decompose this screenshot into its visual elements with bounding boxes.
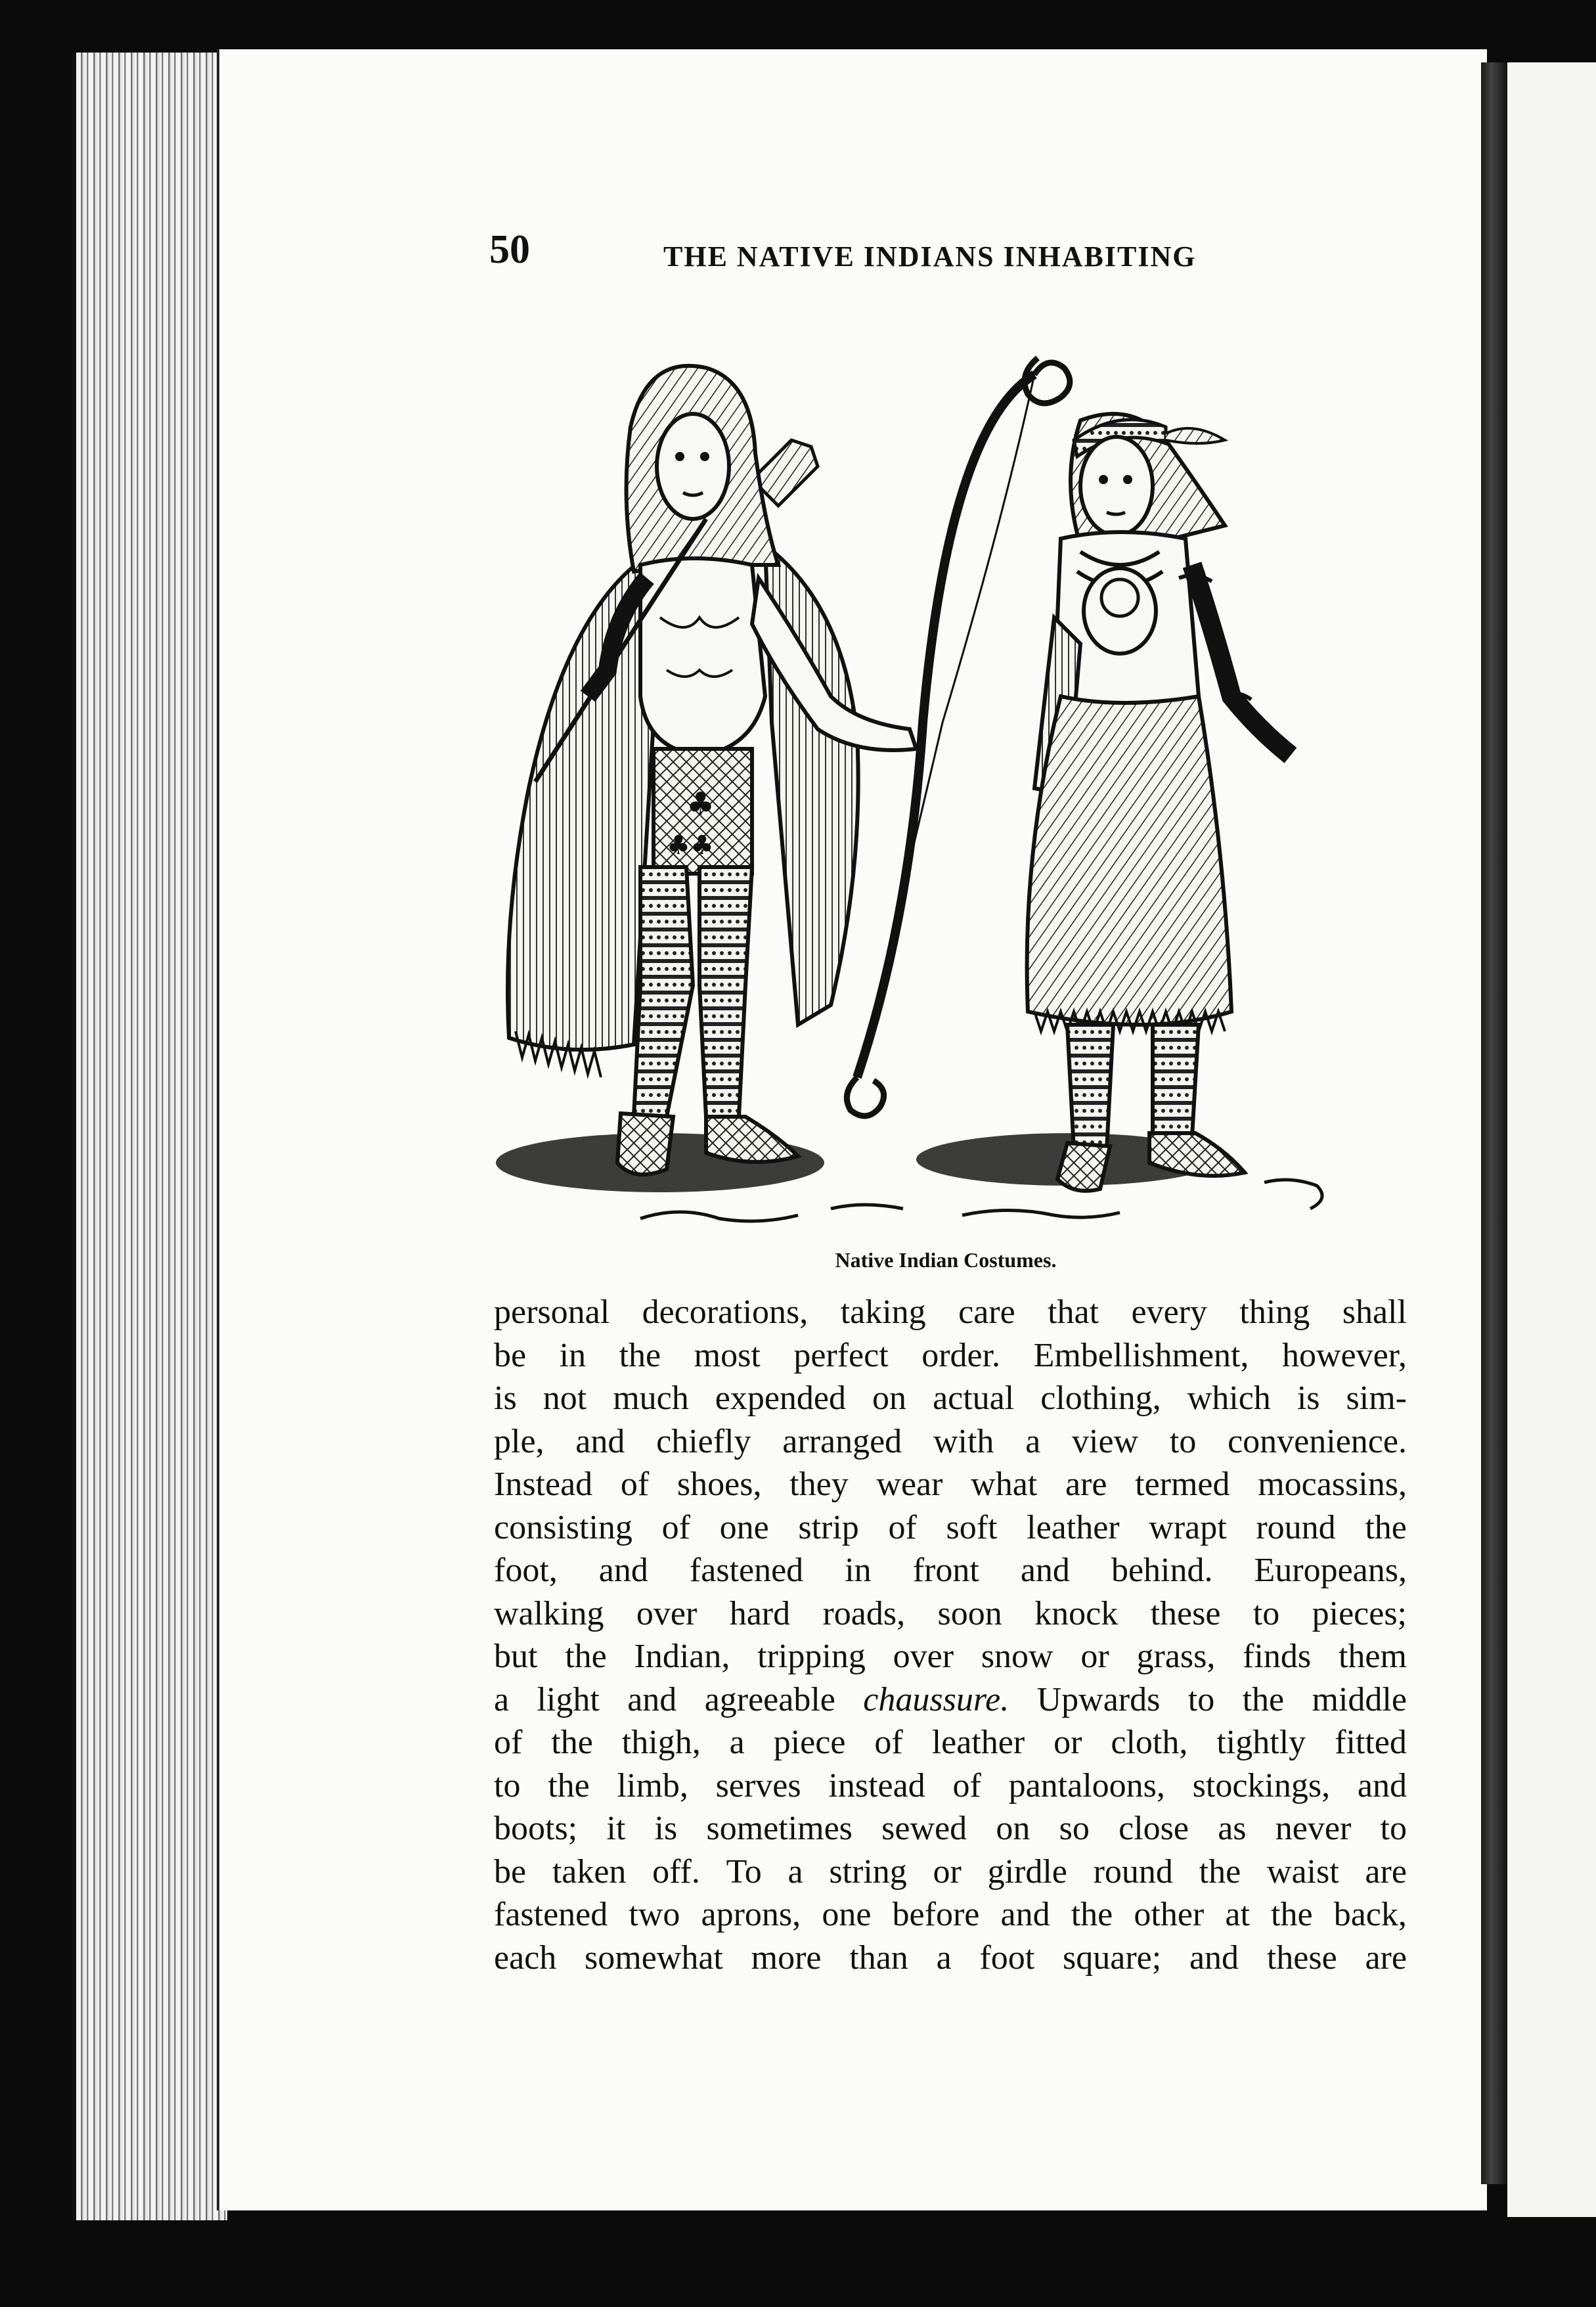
- word: arranged: [782, 1422, 902, 1460]
- word: be: [494, 1852, 527, 1891]
- word: convenience.: [1228, 1422, 1407, 1460]
- word: is: [494, 1379, 517, 1417]
- word: much: [613, 1379, 689, 1417]
- word: a: [787, 1852, 803, 1891]
- text-line: [494, 1893, 1407, 1937]
- word: they: [789, 1466, 849, 1503]
- word: than: [849, 1938, 908, 1977]
- text-line: [494, 1420, 1407, 1464]
- word: with: [933, 1422, 994, 1460]
- word: and: [575, 1422, 625, 1460]
- word: snow: [981, 1638, 1053, 1675]
- word: girdle: [987, 1852, 1067, 1891]
- word: and: [627, 1680, 677, 1718]
- word: hard: [729, 1594, 791, 1632]
- word: most: [694, 1336, 761, 1374]
- figure-caption: Native Indian Costumes.: [835, 1248, 1057, 1272]
- word: as: [1218, 1810, 1247, 1847]
- word: a: [494, 1680, 510, 1718]
- word: the: [565, 1638, 607, 1675]
- word: of: [494, 1724, 523, 1761]
- text-line: [494, 1937, 1407, 1980]
- word: decorations,: [642, 1293, 809, 1331]
- word: before: [892, 1896, 980, 1933]
- word: these: [1150, 1594, 1221, 1632]
- word: care: [958, 1293, 1015, 1331]
- text-line: [494, 1592, 1407, 1636]
- word: is: [654, 1810, 678, 1847]
- word: not: [543, 1379, 587, 1417]
- word: middle: [1312, 1680, 1407, 1718]
- word: thing: [1239, 1293, 1310, 1331]
- word: the: [551, 1724, 593, 1761]
- word: one: [822, 1896, 872, 1933]
- word: in: [845, 1552, 872, 1589]
- word: which: [1187, 1379, 1271, 1417]
- word: tripping: [757, 1638, 866, 1675]
- word: finds: [1243, 1638, 1312, 1675]
- word: never: [1275, 1810, 1352, 1847]
- running-head: THE NATIVE INDIANS INHABITING: [663, 240, 1197, 273]
- word: To: [726, 1852, 762, 1891]
- word: the: [1242, 1680, 1285, 1718]
- word: fitted: [1335, 1724, 1407, 1761]
- page-number: 50: [489, 227, 530, 272]
- word: are: [1365, 1852, 1407, 1891]
- word: sim-: [1346, 1379, 1407, 1417]
- word: consisting: [494, 1508, 632, 1546]
- svg-text:♣: ♣: [686, 786, 715, 822]
- word: chiefly: [656, 1422, 751, 1460]
- word: to: [1169, 1422, 1197, 1460]
- word: however,: [1281, 1336, 1407, 1374]
- word: off.: [652, 1852, 700, 1891]
- word: the: [548, 1766, 590, 1804]
- word: be: [494, 1336, 527, 1374]
- male-figure: [508, 366, 916, 1175]
- word: it: [606, 1810, 626, 1847]
- word: the: [1071, 1896, 1113, 1933]
- word: knock: [1034, 1594, 1119, 1632]
- word: and: [1020, 1552, 1070, 1589]
- word: of: [952, 1766, 981, 1804]
- word: and: [1189, 1938, 1239, 1977]
- word: of: [874, 1724, 903, 1761]
- word: tightly: [1216, 1724, 1306, 1761]
- engraving-illustration: [489, 328, 1402, 1242]
- word: of: [661, 1508, 690, 1546]
- word: and: [1000, 1896, 1050, 1933]
- word: taking: [840, 1293, 926, 1331]
- svg-text:♣♣: ♣♣: [667, 830, 714, 861]
- facing-page-edge: [1507, 62, 1596, 2217]
- word: close: [1119, 1810, 1189, 1847]
- word: aprons,: [701, 1896, 801, 1933]
- word: Europeans,: [1254, 1552, 1407, 1589]
- word: over: [893, 1638, 954, 1675]
- book-gutter: [1481, 62, 1507, 2184]
- body-text: [494, 1291, 1407, 1979]
- word: the: [1365, 1508, 1407, 1546]
- word: sewed: [881, 1810, 967, 1847]
- word: of: [620, 1466, 650, 1503]
- text-line: [494, 1807, 1407, 1850]
- page-header: [489, 227, 1231, 286]
- word: fastened: [494, 1896, 608, 1933]
- word: pantaloons,: [1008, 1766, 1165, 1804]
- word: and: [1357, 1766, 1407, 1804]
- female-figure: [1027, 414, 1291, 1191]
- word: two: [629, 1896, 680, 1933]
- word: a: [1025, 1422, 1041, 1460]
- word: round: [1256, 1508, 1336, 1546]
- word: the: [619, 1336, 661, 1374]
- word: Instead: [494, 1466, 593, 1503]
- word: leather: [1027, 1508, 1120, 1546]
- word: behind.: [1111, 1552, 1213, 1589]
- word: light: [537, 1680, 600, 1718]
- word: is: [1297, 1379, 1320, 1417]
- text-line: [494, 1463, 1407, 1506]
- word: at: [1225, 1896, 1250, 1933]
- word: thigh,: [621, 1724, 701, 1761]
- word: more: [751, 1938, 822, 1977]
- text-line: [494, 1850, 1407, 1894]
- engraving-figure: [489, 328, 1402, 1242]
- word: a: [936, 1938, 952, 1977]
- word: these: [1266, 1938, 1337, 1977]
- word: chaussure.: [863, 1680, 1009, 1718]
- word: waist: [1266, 1852, 1339, 1891]
- word: ple,: [494, 1422, 544, 1460]
- word: cloth,: [1111, 1724, 1188, 1761]
- text-line: [494, 1291, 1407, 1334]
- word: front: [912, 1552, 979, 1589]
- word: or: [1080, 1638, 1109, 1675]
- word: or: [1053, 1724, 1082, 1761]
- word: a: [729, 1724, 745, 1761]
- word: grass,: [1136, 1638, 1216, 1675]
- word: instead: [828, 1766, 925, 1804]
- word: strip: [798, 1508, 859, 1546]
- text-line: [494, 1721, 1407, 1764]
- word: actual: [933, 1379, 1015, 1417]
- word: are: [1365, 1938, 1407, 1977]
- word: taken: [552, 1852, 627, 1891]
- text-line: [494, 1334, 1407, 1377]
- word: to: [1252, 1594, 1280, 1632]
- word: but: [494, 1638, 538, 1675]
- word: wear: [876, 1466, 943, 1503]
- word: termed: [1135, 1466, 1230, 1503]
- word: somewhat: [585, 1938, 723, 1977]
- word: what: [971, 1466, 1038, 1503]
- word: soon: [937, 1594, 1002, 1632]
- word: stockings,: [1192, 1766, 1331, 1804]
- word: them: [1338, 1638, 1407, 1675]
- word: each: [494, 1938, 557, 1977]
- text-line: [494, 1506, 1407, 1550]
- word: sometimes: [706, 1810, 853, 1847]
- word: pieces;: [1312, 1594, 1407, 1632]
- word: piece: [773, 1724, 846, 1761]
- word: soft: [946, 1508, 998, 1546]
- text-line: [494, 1549, 1407, 1592]
- word: the: [1199, 1852, 1241, 1891]
- word: shall: [1342, 1293, 1407, 1331]
- word: are: [1065, 1466, 1107, 1503]
- word: other: [1134, 1896, 1205, 1933]
- word: Embellishment,: [1033, 1336, 1249, 1374]
- word: personal: [494, 1293, 610, 1331]
- word: Upwards: [1036, 1680, 1161, 1718]
- text-line: [494, 1764, 1407, 1808]
- word: leather: [931, 1724, 1025, 1761]
- word: expended: [715, 1379, 847, 1417]
- word: round: [1093, 1852, 1173, 1891]
- word: in: [559, 1336, 587, 1374]
- word: order.: [921, 1336, 1001, 1374]
- word: square;: [1063, 1938, 1162, 1977]
- word: and: [598, 1552, 648, 1589]
- word: that: [1048, 1293, 1099, 1331]
- word: serves: [715, 1766, 801, 1804]
- word: foot: [979, 1938, 1035, 1977]
- word: perfect: [793, 1336, 889, 1374]
- word: string: [829, 1852, 907, 1891]
- word: so: [1059, 1810, 1090, 1847]
- word: to: [1187, 1680, 1215, 1718]
- word: of: [888, 1508, 917, 1546]
- word: or: [933, 1852, 962, 1891]
- word: one: [719, 1508, 769, 1546]
- word: to: [494, 1766, 521, 1804]
- word: to: [1380, 1810, 1407, 1847]
- word: roads,: [822, 1594, 906, 1632]
- text-line: [494, 1377, 1407, 1420]
- text-line: [494, 1678, 1407, 1722]
- word: limb,: [617, 1766, 688, 1804]
- word: on: [996, 1810, 1031, 1847]
- word: shoes,: [676, 1466, 762, 1503]
- word: mocassins,: [1258, 1466, 1407, 1503]
- page-stack-edges: [72, 53, 227, 2220]
- word: clothing,: [1040, 1379, 1161, 1417]
- word: wrapt: [1149, 1508, 1227, 1546]
- word: over: [636, 1594, 698, 1632]
- word: view: [1072, 1422, 1139, 1460]
- word: every: [1131, 1293, 1207, 1331]
- word: fastened: [689, 1552, 804, 1589]
- word: Indian,: [634, 1638, 730, 1675]
- word: agreeable: [704, 1680, 835, 1718]
- word: boots;: [494, 1810, 578, 1847]
- text-line: [494, 1635, 1407, 1678]
- word: back,: [1333, 1896, 1407, 1933]
- word: foot,: [494, 1552, 558, 1589]
- word: the: [1271, 1896, 1313, 1933]
- word: on: [872, 1379, 907, 1417]
- word: walking: [494, 1594, 604, 1632]
